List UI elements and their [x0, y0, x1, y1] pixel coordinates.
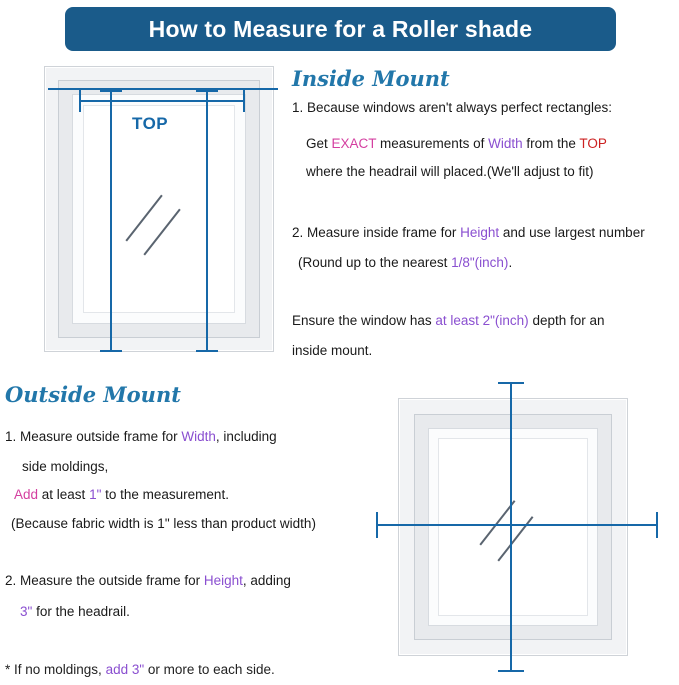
- text-highlight-height: Height: [203, 573, 243, 588]
- text-segment: , adding: [242, 573, 291, 588]
- page-title: How to Measure for a Roller shade: [148, 15, 533, 42]
- text-segment: for the headrail.: [32, 604, 130, 619]
- window-glass: [83, 105, 235, 313]
- text-segment: where the headrail will placed.(We'll adjust to fit): [306, 164, 594, 179]
- height-measure-cap-right-top: [196, 90, 218, 92]
- text-segment: , including: [215, 429, 277, 444]
- outside-mount-line-4: [11, 516, 316, 532]
- text-highlight-width: Width: [181, 429, 216, 444]
- page-title-banner: [65, 7, 616, 51]
- inside-mount-line-5: [298, 255, 512, 271]
- text-highlight-eighth-inch: 1/8"(inch): [451, 255, 509, 270]
- width-measure-cap-right: [243, 90, 245, 112]
- inside-mount-heading: Inside Mount: [292, 66, 450, 91]
- text-segment: 2. Measure inside frame for: [292, 225, 461, 240]
- height-measure-cap-bottom: [498, 670, 524, 672]
- inside-mount-line-4: [292, 225, 645, 241]
- text-segment: measurements of: [376, 136, 489, 151]
- width-measure-outer-line: [48, 88, 278, 90]
- text-segment: at least: [38, 487, 90, 502]
- height-measure-cap-top: [498, 382, 524, 384]
- text-segment: (Because fabric width is 1" less than product width): [11, 516, 316, 531]
- text-highlight-three-inch: 3": [20, 604, 33, 619]
- inside-mount-line-1: [292, 100, 612, 116]
- text-highlight-add-three-inch: add 3": [105, 662, 145, 677]
- text-segment: (Round up to the nearest: [298, 255, 452, 270]
- text-segment: from the: [522, 136, 580, 151]
- text-segment: * If no moldings,: [5, 662, 106, 677]
- text-segment: inside mount.: [292, 343, 373, 358]
- text-segment: side moldings,: [22, 459, 109, 474]
- width-measure-line: [79, 100, 245, 102]
- text-segment: and use largest number: [499, 225, 645, 240]
- outside-mount-line-2: [22, 459, 108, 475]
- outside-mount-line-1: [5, 429, 277, 445]
- text-segment: depth for an: [528, 313, 605, 328]
- inside-mount-line-3: [306, 164, 593, 180]
- inside-mount-line-7: [292, 343, 372, 359]
- outside-mount-heading: Outside Mount: [5, 382, 181, 407]
- text-segment: .: [508, 255, 513, 270]
- height-measure-cap-right-bottom: [196, 350, 218, 352]
- height-measure-line: [510, 382, 512, 672]
- outside-mount-window-diagram: [370, 378, 670, 678]
- text-highlight-height: Height: [460, 225, 500, 240]
- height-measure-cap-left-top: [100, 90, 122, 92]
- outside-mount-line-6: [20, 604, 130, 620]
- footnote: [5, 662, 275, 677]
- height-measure-line-right: [206, 90, 208, 352]
- width-measure-cap-left: [79, 90, 81, 112]
- text-highlight-depth: at least 2"(inch): [435, 313, 529, 328]
- top-label: TOP: [132, 114, 169, 133]
- width-measure-cap-left: [376, 512, 378, 538]
- window-glass: [438, 438, 588, 616]
- text-highlight-exact: EXACT: [331, 136, 377, 151]
- inside-mount-line-6: [292, 313, 605, 329]
- text-segment: to the measurement.: [101, 487, 229, 502]
- inside-mount-line-2: [306, 136, 607, 152]
- inside-mount-window-diagram: [36, 62, 280, 352]
- text-highlight-one-inch: 1": [89, 487, 102, 502]
- height-measure-line-left: [110, 90, 112, 352]
- text-segment: or more to each side.: [144, 662, 275, 677]
- text-highlight-width: Width: [488, 136, 523, 151]
- width-measure-cap-right: [656, 512, 658, 538]
- text-segment: 1. Because windows aren't always perfect rectangles:: [292, 100, 612, 115]
- text-segment: 2. Measure the outside frame for: [5, 573, 204, 588]
- text-segment: Get: [306, 136, 332, 151]
- text-highlight-add: Add: [14, 487, 39, 502]
- width-measure-line: [376, 524, 658, 526]
- text-segment: Ensure the window has: [292, 313, 436, 328]
- text-highlight-top: TOP: [579, 136, 607, 151]
- outside-mount-line-5: [5, 573, 291, 589]
- outside-mount-line-3: [14, 487, 229, 503]
- text-segment: 1. Measure outside frame for: [5, 429, 182, 444]
- height-measure-cap-left-bottom: [100, 350, 122, 352]
